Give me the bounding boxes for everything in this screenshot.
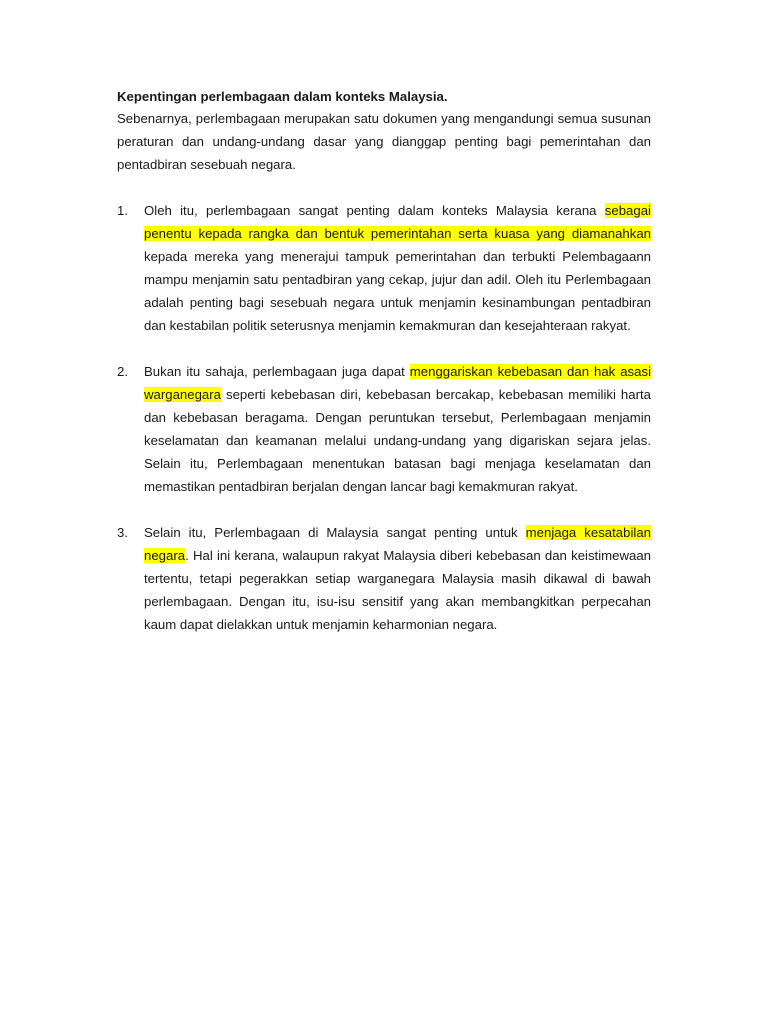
highlighted-phrase: menjaga kesatabilan negara: [144, 525, 652, 563]
point-text: Selain itu, Perlembagaan di Malaysia sangat penting untuk menjaga kesatabilan negara. Hal ini kerana, walaupun rakyat Malaysia diberi kebebasan dan keistimewaan tertentu, tetapi pegerakkan setiap warganegara Malaysia masih dikawal di bawah perlembagaan. Dengan itu, isu-isu sensitif yang akan membangkitkan perpecahan kaum dapat dielakkan untuk menjamin keharmonian negara.: [144, 525, 652, 632]
list-item-1: [117, 199, 651, 337]
list-number: 3.: [117, 525, 128, 540]
list-number: 1.: [117, 203, 128, 218]
document-body: [117, 86, 651, 636]
points-list: [117, 199, 651, 636]
point-text: Bukan itu sahaja, perlembagaan juga dapat menggariskan kebebasan dan hak asasi warganegara seperti kebebasan diri, kebebasan bercakap, kebebasan memiliki harta dan kebebasan beragama. Dengan peruntukan tersebut, Perlembagaan menjamin keselamatan dan keamanan melalui undang-undang yang digariskan sejara jelas. Selain itu, Perlembagaan menentukan batasan bagi menjaga keselamatan dan memastikan pentadbiran berjalan dengan lancar bagi kemakmuran rakyat.: [144, 364, 652, 494]
list-number: 2.: [117, 364, 128, 379]
list-item-2: [117, 360, 651, 498]
document-title: Kepentingan perlembagaan dalam konteks Malaysia.: [117, 89, 448, 104]
point-text: Oleh itu, perlembagaan sangat penting dalam konteks Malaysia kerana sebagai penentu kepada rangka dan bentuk pemerintahan serta kuasa yang diamanahkan kepada mereka yang menerajui tampuk pemerintahan dan terbukti Pelembagaann mampu menjamin satu pentadbiran yang cekap, jujur dan adil. Oleh itu Perlembagaan adalah penting bagi sesebuah negara untuk menjamin kesinambungan pentadbiran dan kestabilan politik seterusnya menjamin kemakmuran dan kesejahteraan rakyat.: [144, 203, 651, 333]
list-item-3: [117, 521, 651, 636]
highlighted-phrase: menggariskan kebebasan dan hak asasi warganegara: [144, 364, 652, 402]
highlighted-phrase: sebagai penentu kepada rangka dan bentuk pemerintahan serta kuasa yang diamanahkan: [144, 203, 651, 241]
intro-paragraph: Sebenarnya, perlembagaan merupakan satu dokumen yang mengandungi semua susunan peraturan dan undang-undang dasar yang dianggap penting bagi pemerintahan dan pentadbiran sesebuah negara.: [117, 111, 651, 172]
